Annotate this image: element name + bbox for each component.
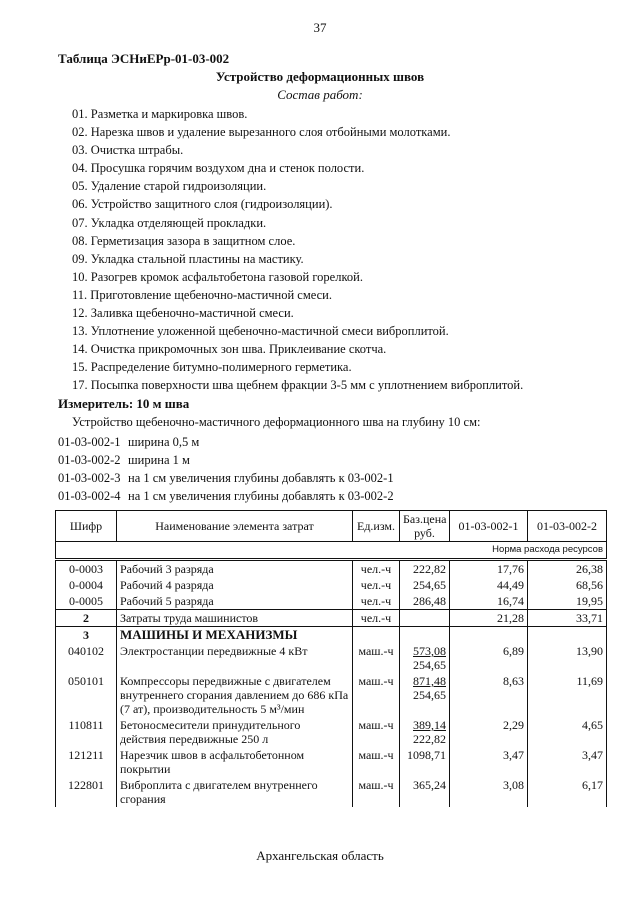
work-item: 15. Распределение битумно-полимерного герметика. xyxy=(72,360,352,375)
price-total: 389,14 xyxy=(413,718,446,732)
work-item: 17. Посыпка поверхности шва щебнем фракции 3-5 мм с уплотнением виброплитой. xyxy=(72,378,524,393)
cell-code: 040102 xyxy=(56,643,117,673)
work-composition-heading: Состав работ: xyxy=(277,87,363,102)
measure-unit: Измеритель: 10 м шва xyxy=(58,396,190,411)
cell-name: Затраты труда машинистов xyxy=(117,610,353,627)
price-wage: 254,65 xyxy=(413,658,446,672)
work-item: 02. Нарезка швов и удаление вырезанного слоя отбойными молотками. xyxy=(72,125,451,140)
section-name: МАШИНЫ И МЕХАНИЗМЫ xyxy=(117,627,353,644)
work-item: 03. Очистка штрабы. xyxy=(72,143,184,158)
cell-price xyxy=(400,643,450,673)
work-item: 06. Устройство защитного слоя (гидроизоляции). xyxy=(72,197,333,212)
cell-value-2: 4,65 xyxy=(528,717,607,747)
measure-description: Устройство щебеночно-мастичного деформационного шва на глубину 10 см: xyxy=(72,415,481,429)
cell-code: 050101 xyxy=(56,673,117,717)
cell-price: 286,48 xyxy=(400,593,450,610)
cell-price xyxy=(400,610,450,627)
cell-name: Электростанции передвижные 4 кВт xyxy=(117,643,353,673)
cell-unit: чел.-ч xyxy=(353,577,400,593)
table-id: Таблица ЭСНиЕРр-01-03-002 xyxy=(58,51,230,66)
cell-unit: чел.-ч xyxy=(353,610,400,627)
code-desc: ширина 0,5 м xyxy=(128,435,200,449)
code-item xyxy=(58,487,394,505)
cell-value-2: 6,17 xyxy=(528,777,607,807)
resource-norms-table xyxy=(55,510,607,807)
cell-code: 3 xyxy=(56,627,117,644)
table-row xyxy=(56,643,607,673)
cell-value-1: 8,63 xyxy=(450,673,528,717)
cell-unit: чел.-ч xyxy=(353,593,400,610)
cell-price: 1098,71 xyxy=(400,747,450,777)
work-item: 04. Просушка горячим воздухом дна и стенок полости. xyxy=(72,161,365,176)
cell-value-2: 13,90 xyxy=(528,643,607,673)
work-item: 10. Разогрев кромок асфальтобетона газовой горелкой. xyxy=(72,269,363,284)
cell-unit: маш.-ч xyxy=(353,717,400,747)
cell-value-1: 44,49 xyxy=(450,577,528,593)
code-desc: на 1 см увеличения глубины добавлять к 03-002-1 xyxy=(128,471,394,486)
cell-price xyxy=(400,673,450,717)
cell-value-2 xyxy=(528,627,607,644)
norm-label: Норма расхода ресурсов xyxy=(56,542,607,560)
cell-code: 121211 xyxy=(56,747,117,777)
code-item xyxy=(58,469,394,487)
cell-price xyxy=(400,627,450,644)
cell-value-1: 2,29 xyxy=(450,717,528,747)
table-row xyxy=(56,717,607,747)
price-wage: 222,82 xyxy=(413,732,446,746)
price-total: 871,48 xyxy=(413,674,446,688)
cell-name: Рабочий 4 разряда xyxy=(117,577,353,593)
cell-unit: чел.-ч xyxy=(353,560,400,578)
table-row xyxy=(56,560,607,578)
code-desc: ширина 1 м xyxy=(128,453,190,468)
table-row xyxy=(56,593,607,610)
cell-value-1: 16,74 xyxy=(450,593,528,610)
cell-price xyxy=(400,717,450,747)
cell-code: 2 xyxy=(56,610,117,627)
table-header-row xyxy=(56,511,607,542)
work-item: 14. Очистка прикромочных зон шва. Приклеивание скотча. xyxy=(72,342,387,357)
page-footer: Архангельская область xyxy=(256,848,384,863)
cell-value-1: 17,76 xyxy=(450,560,528,578)
header-norm-1: 01-03-002-1 xyxy=(450,511,528,542)
cell-value-2: 3,47 xyxy=(528,747,607,777)
cell-unit: маш.-ч xyxy=(353,747,400,777)
cell-name: Рабочий 5 разряда xyxy=(117,593,353,610)
cell-name: Бетоносмесители принудительного действия передвижные 250 л xyxy=(117,717,353,747)
work-item: 05. Удаление старой гидроизоляции. xyxy=(72,179,267,194)
header-price: Баз.цена руб. xyxy=(400,511,450,542)
code-list xyxy=(58,433,394,505)
cell-name: Нарезчик швов в асфальтобетонном покрытии xyxy=(117,747,353,777)
work-items-list xyxy=(72,105,523,395)
work-item: 09. Укладка стальной пластины на мастику. xyxy=(72,251,304,266)
work-item: 01. Разметка и маркировка швов. xyxy=(72,107,248,121)
table-row xyxy=(56,777,607,807)
cell-name: Компрессоры передвижные с двигателем внутреннего сгорания давлением до 686 кПа (7 ат), производительность 5 м³/мин xyxy=(117,673,353,717)
table-row xyxy=(56,577,607,593)
cell-value-2: 33,71 xyxy=(528,610,607,627)
cell-code: 110811 xyxy=(56,717,117,747)
cell-code: 0-0005 xyxy=(56,593,117,610)
page-number: 37 xyxy=(313,20,327,35)
code-item xyxy=(58,451,394,469)
table-row-group xyxy=(56,610,607,627)
table-row xyxy=(56,673,607,717)
work-item: 13. Уплотнение уложенной щебеночно-мастичной смеси виброплитой. xyxy=(72,324,449,339)
cell-unit xyxy=(353,627,400,644)
header-code: Шифр xyxy=(56,511,117,542)
cell-name: Рабочий 3 разряда xyxy=(117,560,353,578)
code-id: 01-03-002-4 xyxy=(58,489,121,504)
cell-name: Виброплита с двигателем внутреннего сгорания xyxy=(117,777,353,807)
price-total: 573,08 xyxy=(413,644,446,658)
cell-value-1 xyxy=(450,627,528,644)
work-item: 08. Герметизация зазора в защитном слое. xyxy=(72,233,296,248)
code-id: 01-03-002-3 xyxy=(58,471,121,486)
table-row xyxy=(56,747,607,777)
header-name: Наименование элемента затрат xyxy=(117,511,353,542)
cell-unit: маш.-ч xyxy=(353,673,400,717)
cell-price: 222,82 xyxy=(400,560,450,578)
section-title: Устройство деформационных швов xyxy=(215,69,425,84)
work-item: 11. Приготовление щебеночно-мастичной смеси. xyxy=(72,287,332,302)
norm-label-row xyxy=(56,542,607,560)
code-desc: на 1 см увеличения глубины добавлять к 03-002-2 xyxy=(128,489,394,504)
header-norm-2: 01-03-002-2 xyxy=(528,511,607,542)
cell-code: 122801 xyxy=(56,777,117,807)
cell-unit: маш.-ч xyxy=(353,777,400,807)
work-item: 12. Заливка щебеночно-мастичной смеси. xyxy=(72,306,294,321)
table-section-row xyxy=(56,627,607,644)
cell-value-2: 68,56 xyxy=(528,577,607,593)
cell-value-2: 26,38 xyxy=(528,560,607,578)
cell-value-2: 19,95 xyxy=(528,593,607,610)
cell-price: 254,65 xyxy=(400,577,450,593)
cell-code: 0-0004 xyxy=(56,577,117,593)
cell-value-1: 3,47 xyxy=(450,747,528,777)
header-unit: Ед.изм. xyxy=(353,511,400,542)
cell-value-2: 11,69 xyxy=(528,673,607,717)
work-item: 07. Укладка отделяющей прокладки. xyxy=(72,215,267,230)
code-id: 01-03-002-1 xyxy=(58,435,121,449)
cell-value-1: 6,89 xyxy=(450,643,528,673)
cell-unit: маш.-ч xyxy=(353,643,400,673)
price-wage: 254,65 xyxy=(413,688,446,702)
cell-code: 0-0003 xyxy=(56,560,117,578)
cell-price: 365,24 xyxy=(400,777,450,807)
cell-value-1: 3,08 xyxy=(450,777,528,807)
cell-value-1: 21,28 xyxy=(450,610,528,627)
code-item xyxy=(58,433,394,451)
code-id: 01-03-002-2 xyxy=(58,453,121,468)
